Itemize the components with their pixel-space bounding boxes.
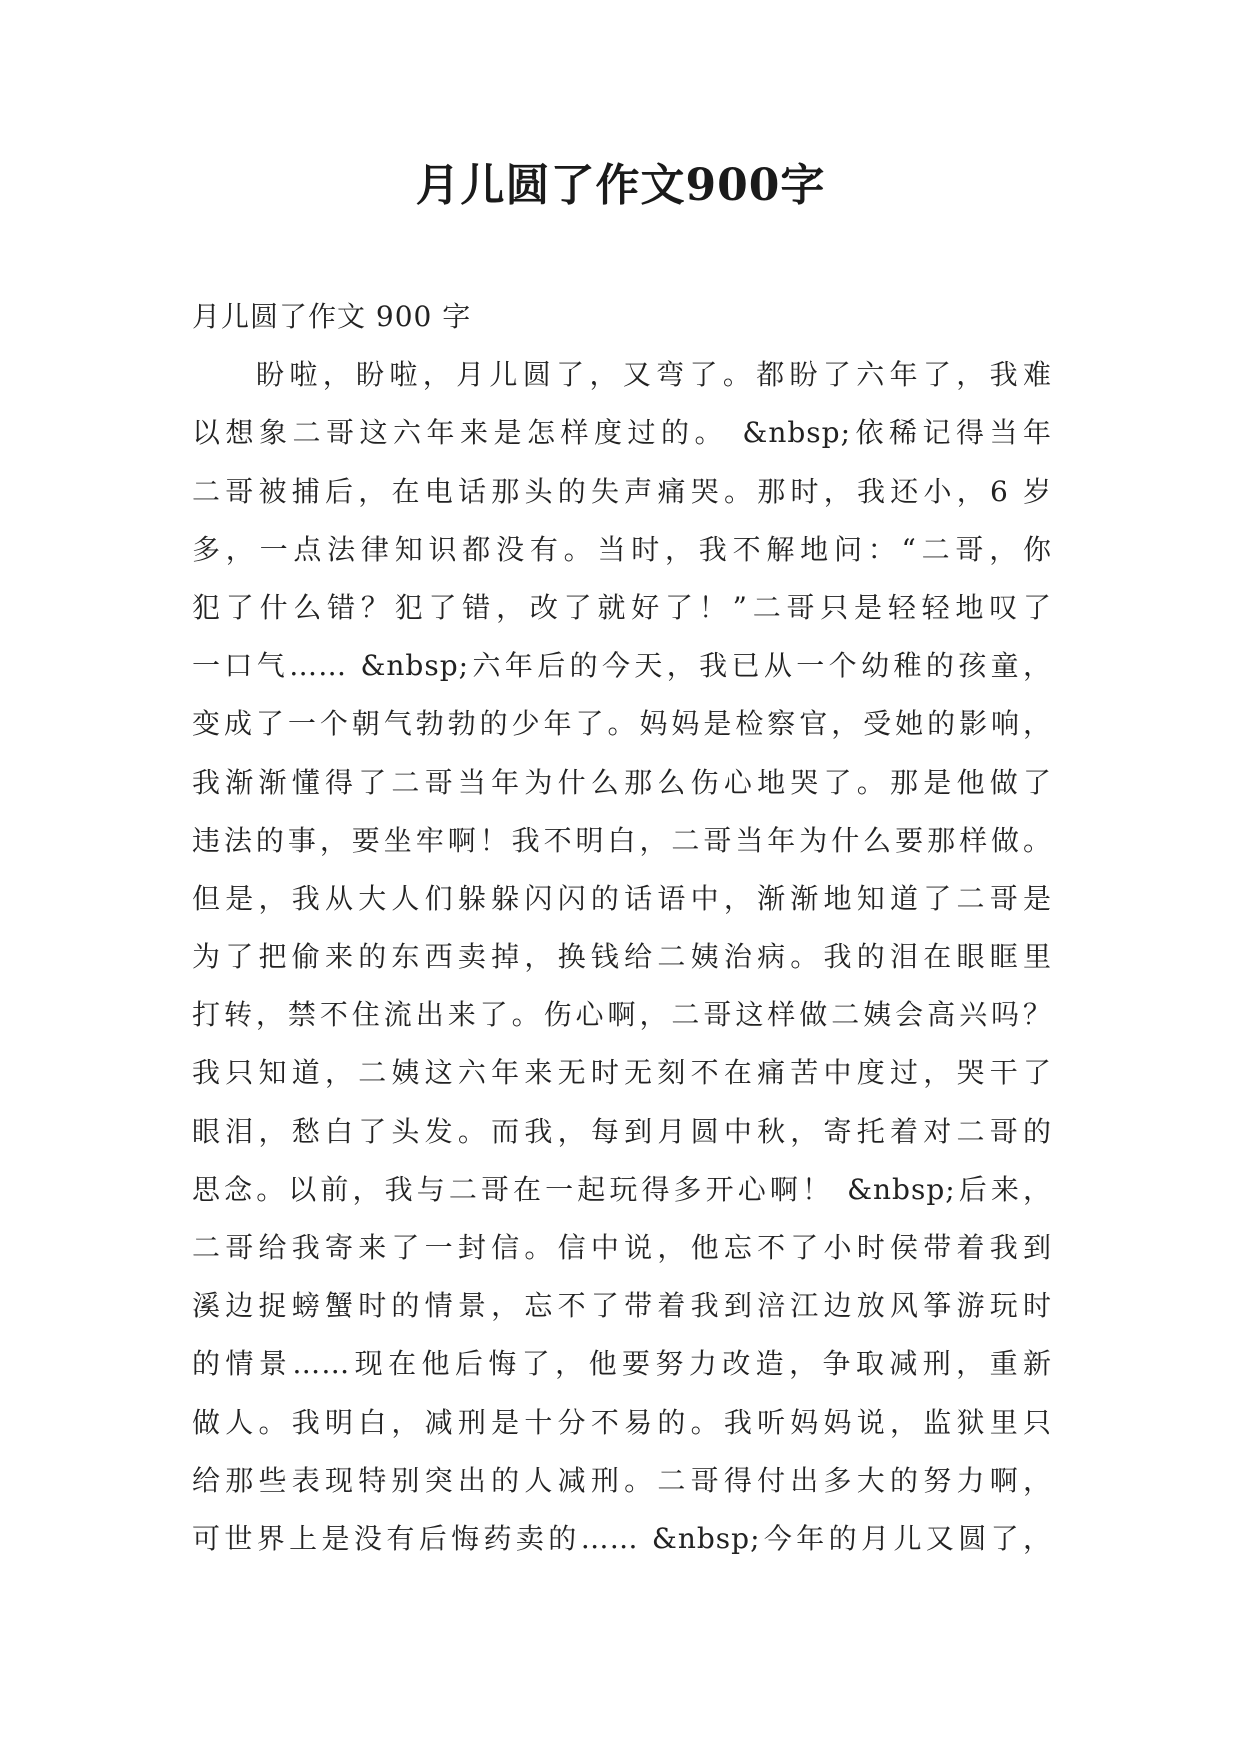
article-body [192, 288, 1052, 1568]
text-line: 可世界上是没有后悔药卖的…… &nbsp;今年的月儿又圆了， [192, 1521, 1052, 1555]
text-line: 但是，我从大人们躲躲闪闪的话语中，渐渐地知道了二哥是 [192, 881, 1052, 915]
text-line: 二哥给我寄来了一封信。信中说，他忘不了小时侯带着我到 [192, 1231, 1052, 1264]
text-line: 一口气…… &nbsp;六年后的今天，我已从一个幼稚的孩童， [192, 649, 1052, 683]
text-line: 思念。以前，我与二哥在一起玩得多开心啊！ &nbsp;后来， [192, 1172, 1052, 1206]
text-line: 多，一点法律知识都没有。当时，我不解地问：“二哥，你 [192, 532, 1052, 566]
article-subtitle: 月儿圆了作文 900 字 [192, 300, 472, 333]
text-line: 给那些表现特别突出的人减刑。二哥得付出多大的努力啊， [192, 1463, 1052, 1497]
text-line: 盼啦，盼啦，月儿圆了，又弯了。都盼了六年了，我难 [256, 358, 1052, 392]
text-line: 变成了一个朝气勃勃的少年了。妈妈是检察官，受她的影响， [192, 707, 1052, 741]
page-title: 月儿圆了作文900字 [415, 160, 826, 211]
text-line: 溪边捉螃蟹时的情景，忘不了带着我到涪江边放风筝游玩时 [192, 1289, 1052, 1323]
text-line: 我只知道，二姨这六年来无时无刻不在痛苦中度过，哭干了 [192, 1056, 1052, 1090]
text-line: 犯了什么错？犯了错，改了就好了！”二哥只是轻轻地叹了 [192, 590, 1052, 624]
text-line: 为了把偷来的东西卖掉，换钱给二姨治病。我的泪在眼眶里 [192, 940, 1052, 974]
text-line: 做人。我明白，减刑是十分不易的。我听妈妈说，监狱里只 [192, 1405, 1052, 1439]
text-line: 的情景……现在他后悔了，他要努力改造，争取减刑，重新 [192, 1347, 1052, 1381]
text-line: 以想象二哥这六年来是怎样度过的。 &nbsp;依稀记得当年 [192, 416, 1052, 450]
text-line: 违法的事，要坐牢啊！我不明白，二哥当年为什么要那样做。 [192, 823, 1052, 857]
text-line: 二哥被捕后，在电话那头的失声痛哭。那时，我还小，6 岁 [192, 474, 1052, 508]
text-line: 眼泪，愁白了头发。而我，每到月圆中秋，寄托着对二哥的 [192, 1114, 1052, 1148]
text-line: 我渐渐懂得了二哥当年为什么那么伤心地哭了。那是他做了 [192, 765, 1052, 799]
text-line: 打转，禁不住流出来了。伤心啊，二哥这样做二姨会高兴吗？ [192, 998, 1052, 1032]
